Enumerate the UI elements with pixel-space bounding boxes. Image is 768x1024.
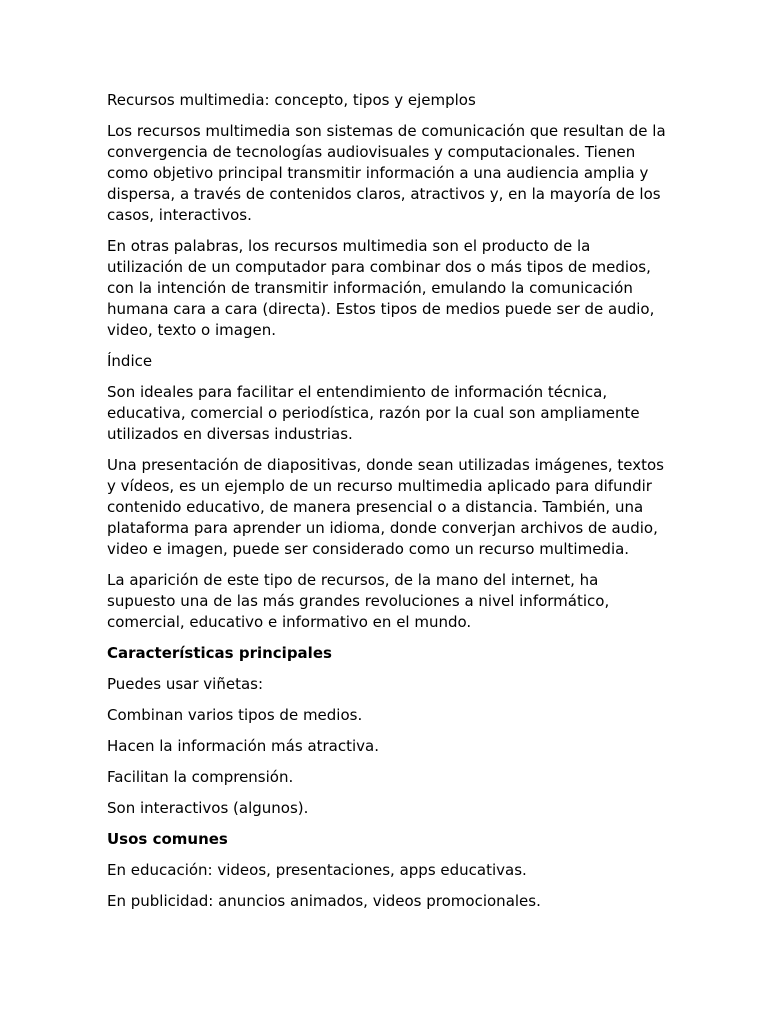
list-item: Son interactivos (algunos). [107, 799, 309, 817]
paragraph: Una presentación de diapositivas, donde sean utilizadas imágenes, textos y vídeos, es un ejemplo de un recurso multimedia aplicado para difundir contenido educativo, de manera presencial o a distancia. También, una plataforma para aprender un idioma, donde converjan archivos de audio, video e imagen, puede ser considerado como un recurso multimedia. [107, 456, 664, 558]
document-page [107, 90, 667, 922]
section-heading-usos: Usos comunes [107, 830, 228, 848]
section-heading-caracteristicas: Características principales [107, 644, 332, 662]
list-item: Combinan varios tipos de medios. [107, 706, 363, 724]
paragraph: La aparición de este tipo de recursos, de la mano del internet, ha supuesto una de las más grandes revoluciones a nivel informático, comercial, educativo e informativo en el mundo. [107, 571, 610, 631]
document-title: Recursos multimedia: concepto, tipos y ejemplos [107, 91, 476, 109]
index-heading: Índice [107, 352, 153, 370]
paragraph: Los recursos multimedia son sistemas de comunicación que resultan de la convergencia de tecnologías audiovisuales y computacionales. Tienen como objetivo principal transmitir información a una audiencia amplia y dispersa, a través de contenidos claros, atractivos y, en la mayoría de los casos, interactivos. [107, 122, 666, 224]
list-item: Hacen la información más atractiva. [107, 737, 380, 755]
list-item: Facilitan la comprensión. [107, 768, 294, 786]
paragraph: En otras palabras, los recursos multimedia son el producto de la utilización de un computador para combinar dos o más tipos de medios, con la intención de transmitir información, emulando la comunicación humana cara a cara (directa). Estos tipos de medios puede ser de audio, video, texto o imagen. [107, 237, 655, 339]
list-item: En publicidad: anuncios animados, videos promocionales. [107, 892, 541, 910]
paragraph: Puedes usar viñetas: [107, 675, 264, 693]
paragraph: Son ideales para facilitar el entendimiento de información técnica, educativa, comercial o periodística, razón por la cual son ampliamente utilizados en diversas industrias. [107, 383, 640, 443]
list-item: En educación: videos, presentaciones, apps educativas. [107, 861, 527, 879]
